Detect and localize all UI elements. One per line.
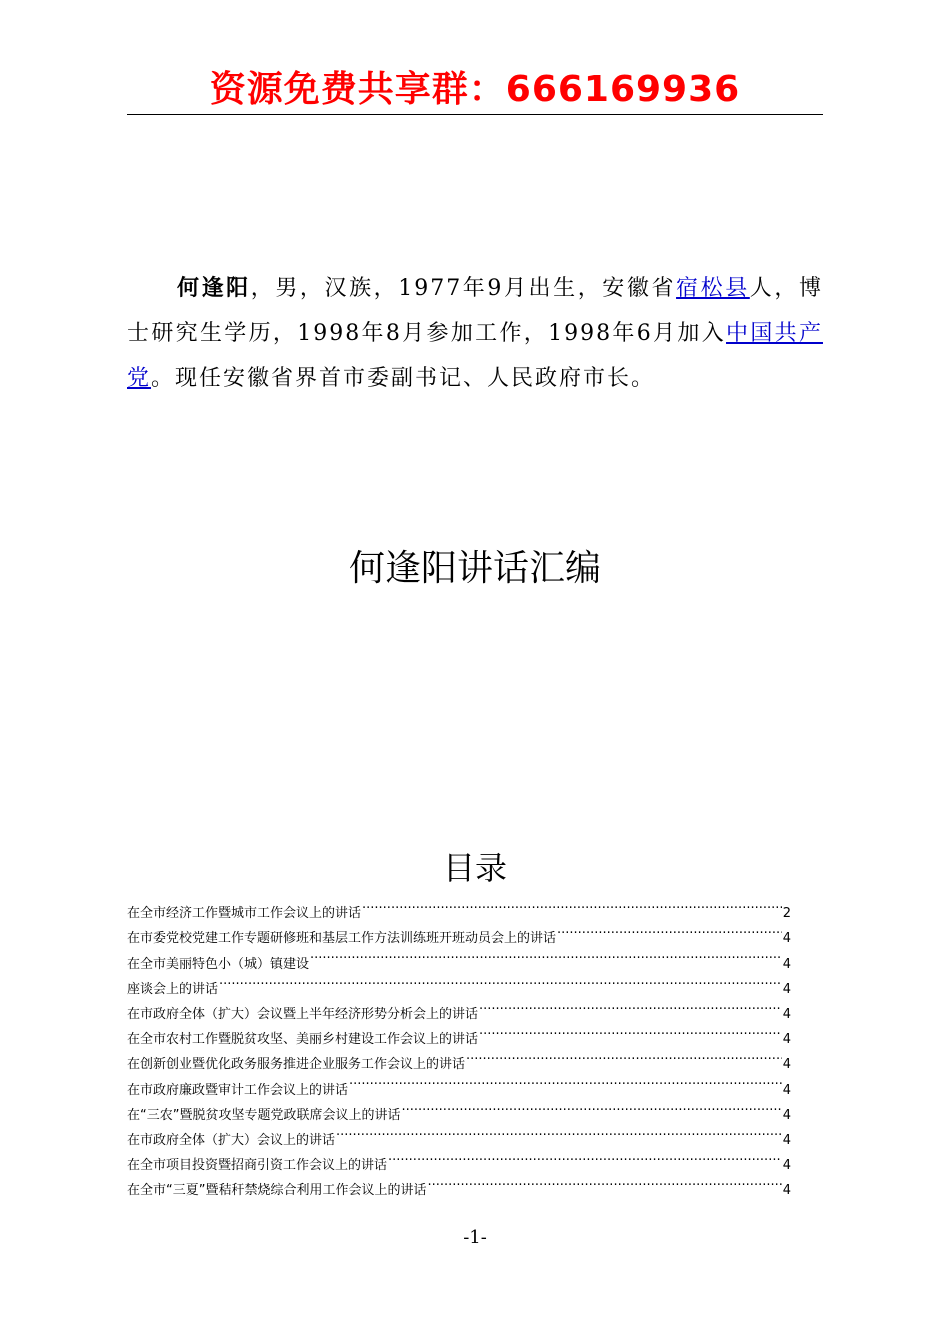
- toc-entry-page: 4: [782, 1082, 791, 1098]
- toc-entry-title: 在“三农”暨脱贫攻坚专题党政联席会议上的讲话: [127, 1107, 401, 1123]
- bio-text-c: 。现任安徽省界首市委副书记、人民政府市长。: [151, 366, 656, 391]
- toc-heading: 目录: [442, 849, 507, 887]
- toc-entry-page: 4: [782, 1132, 791, 1148]
- toc-dot-leader: [557, 917, 782, 942]
- toc-entry-page: 4: [782, 931, 791, 947]
- toc-dot-leader: [401, 1094, 781, 1119]
- toc-dot-leader: [427, 1169, 781, 1194]
- toc-dot-leader: [479, 993, 782, 1018]
- toc-dot-leader: [362, 892, 782, 917]
- toc-entry-title: 在市政府全体（扩大）会议上的讲话: [127, 1132, 336, 1148]
- toc-entry-title: 座谈会上的讲话: [127, 981, 219, 997]
- toc-entry-page: 4: [782, 1057, 791, 1073]
- toc-entry-title: 在市委党校党建工作专题研修班和基层工作方法训练班开班动员会上的讲话: [127, 931, 557, 947]
- toc-entry-title: 在全市美丽特色小（城）镇建设: [127, 956, 310, 972]
- toc-list: [127, 892, 791, 1199]
- bio-name: 何逢阳: [177, 275, 251, 301]
- bio-text-a: ，男，汉族，1977年9月出生，安徽省: [250, 276, 677, 301]
- toc-dot-leader: [349, 1068, 782, 1093]
- bio-paragraph: [127, 266, 823, 401]
- toc-entry-title: 在市政府全体（扩大）会议暨上半年经济形势分析会上的讲话: [127, 1006, 479, 1022]
- toc-entry-page: 4: [782, 1158, 791, 1174]
- link-communist-party[interactable]: 中国共产党: [127, 321, 823, 391]
- toc-entry[interactable]: [127, 968, 791, 997]
- toc-entry-title: 在创新创业暨优化政务服务推进企业服务工作会议上的讲话: [127, 1057, 466, 1073]
- toc-entry-page: 4: [782, 1006, 791, 1022]
- toc-dot-leader: [310, 942, 782, 967]
- toc-dot-leader: [219, 968, 782, 993]
- bio-text-b: 人，博士研究生学历，1998年8月参加工作，1998年6月加入: [127, 276, 823, 346]
- toc-dot-leader: [466, 1043, 782, 1068]
- toc-entry[interactable]: [127, 892, 791, 922]
- header-banner: 资源免费共享群：666169936: [209, 69, 741, 110]
- toc-entry-page: 4: [782, 1032, 791, 1048]
- toc-entry-title: 在全市“三夏”暨秸秆禁烧综合利用工作会议上的讲话: [127, 1183, 427, 1199]
- toc-entry-title: 在全市项目投资暨招商引资工作会议上的讲话: [127, 1158, 388, 1174]
- toc-entry[interactable]: [127, 993, 791, 1022]
- document-title: 何逢阳讲话汇编: [348, 548, 601, 589]
- toc-entry-page: 4: [782, 981, 791, 997]
- toc-entry-page: 4: [782, 956, 791, 972]
- toc-entry-page: 4: [782, 1183, 791, 1199]
- toc-entry-title: 在市政府廉政暨审计工作会议上的讲话: [127, 1082, 349, 1098]
- link-susong-county[interactable]: 宿松县: [676, 276, 750, 301]
- toc-entry-title: 在全市经济工作暨城市工作会议上的讲话: [127, 906, 362, 922]
- toc-entry-page: 2: [782, 906, 791, 922]
- toc-dot-leader: [479, 1018, 782, 1043]
- toc-entry-title: 在全市农村工作暨脱贫攻坚、美丽乡村建设工作会议上的讲话: [127, 1032, 479, 1048]
- toc-entry-page: 4: [782, 1107, 791, 1123]
- header-divider: [127, 114, 823, 115]
- page-number: -1-: [463, 1227, 487, 1248]
- toc-dot-leader: [336, 1119, 782, 1144]
- toc-dot-leader: [388, 1144, 782, 1169]
